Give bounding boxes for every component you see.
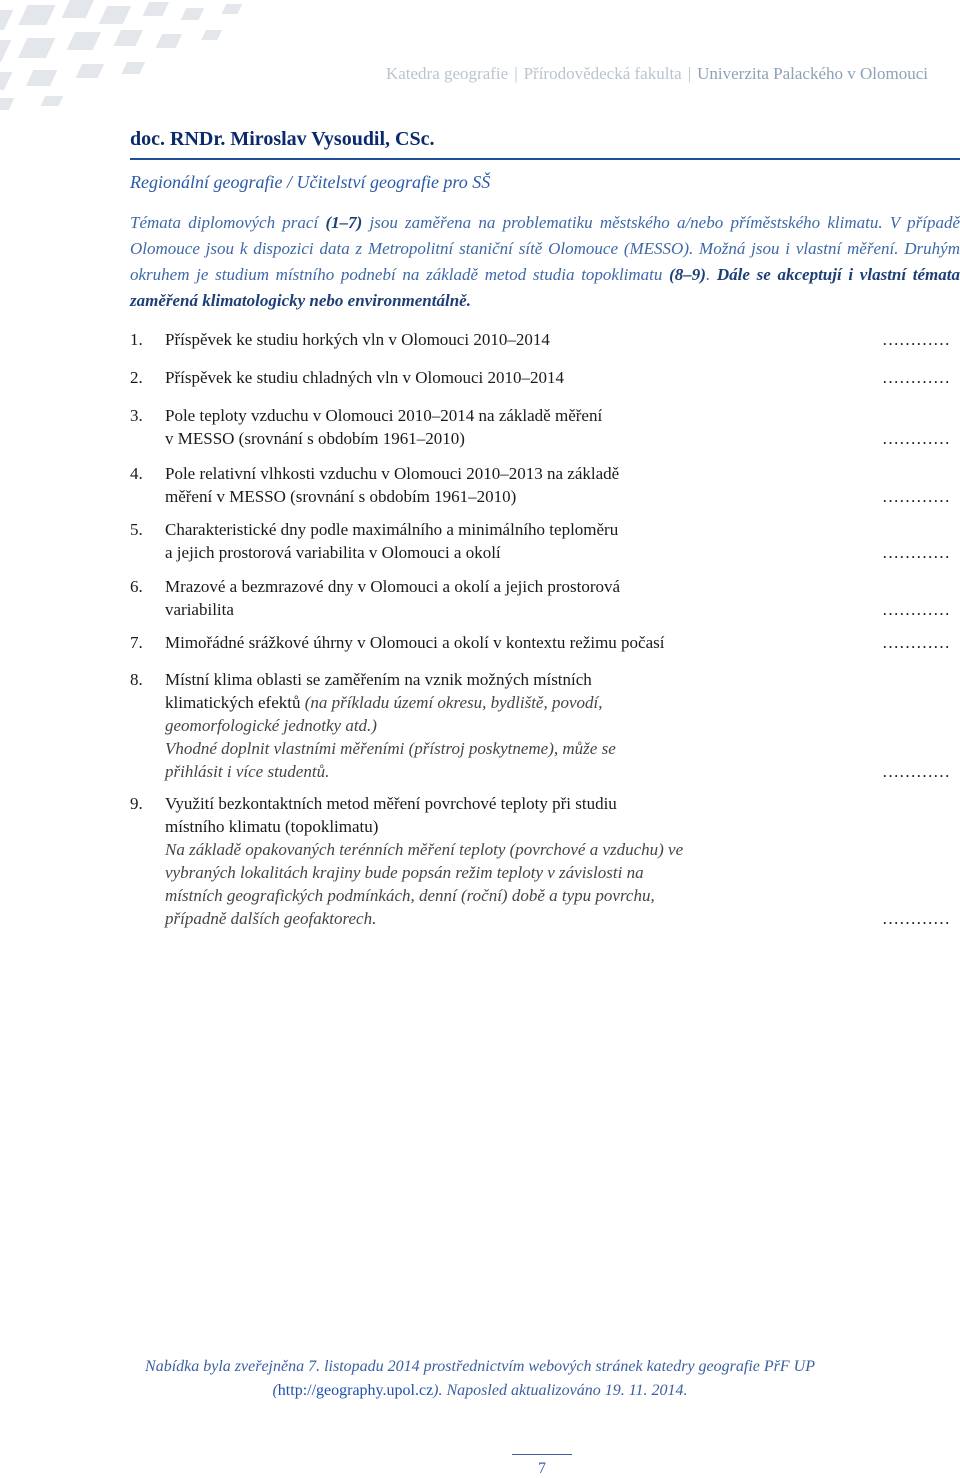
header-separator: | (514, 64, 518, 83)
topic-dots: ………… (882, 600, 950, 619)
topic-dots: ………… (882, 487, 950, 506)
footer-link[interactable]: http://geography.upol.cz (277, 1382, 434, 1399)
topic-number: 2. (130, 368, 143, 387)
topic-number: 4. (130, 464, 143, 483)
topic-title: Pole teploty vzduchu v Olomouci 2010–2014 na základě měření (165, 406, 603, 425)
topic-note: Vhodné doplnit vlastními měřeními (přístroj poskytneme), může se (165, 739, 616, 758)
topic-number: 3. (130, 406, 143, 425)
topic-number: 9. (130, 794, 143, 813)
topic-title-cont: klimatických efektů (165, 693, 301, 712)
header-logo-pattern (0, 0, 300, 120)
topic-title: Mrazové a bezmrazové dny v Olomouci a okolí a jejich prostorová (165, 577, 621, 596)
header-separator: | (687, 64, 692, 83)
topic-title: Příspěvek ke studiu horkých vln v Olomouci 2010–2014 (165, 330, 550, 349)
topic-number: 1. (130, 330, 143, 349)
topic-note: Na základě opakovaných terénních měření teploty (povrchové a vzduchu) ve (165, 840, 684, 859)
topic-number: 5. (130, 520, 143, 539)
intro-text-2: jsou zaměřena na problematiku městského a/nebo příměstského klimatu. V případě Olomouce jsou k dispozici data z Metropolitní staniční sítě Olomouce (MESSO). Možná jsou i vlastní měření. Druhým okruhem je studium místního podnebí na základě metod studia topoklimatu (130, 213, 960, 284)
topic-title: Pole relativní vlhkosti vzduchu v Olomouci 2010–2013 na základě (165, 464, 620, 483)
topic-dots: ………… (882, 330, 950, 349)
header-university: Univerzita Palackého v Olomouci (697, 64, 928, 83)
topic-number: 6. (130, 577, 143, 596)
page-number-rule (512, 1454, 572, 1455)
intro-paragraph (130, 210, 960, 314)
subject-title: Regionální geografie / Učitelství geografie pro SŠ (130, 172, 491, 192)
topic-title-cont: měření v MESSO (srovnání s obdobím 1961–2010) (165, 487, 517, 506)
topic-number: 8. (130, 670, 143, 689)
author-divider (130, 158, 960, 160)
topic-dots: ………… (882, 909, 950, 928)
footer-note (0, 1355, 960, 1403)
topic-title: Mimořádné srážkové úhrny v Olomouci a okolí v kontextu režimu počasí (165, 633, 665, 652)
topic-title-cont: variabilita (165, 600, 234, 619)
header-institution (386, 64, 928, 84)
topic-title-cont: v MESSO (srovnání s obdobím 1961–2010) (165, 429, 465, 448)
topic-title: Využití bezkontaktních metod měření povrchové teploty při studiu (165, 794, 617, 813)
intro-range-1: (1–7) (325, 213, 363, 232)
header-faculty: Přírodovědecká fakulta (523, 64, 682, 83)
header-dept: Katedra geografie (385, 64, 509, 83)
topic-number: 7. (130, 633, 143, 652)
topic-title: Příspěvek ke studiu chladných vln v Olomouci 2010–2014 (165, 368, 564, 387)
topic-dots: ………… (882, 429, 950, 448)
topic-note: vybraných lokalitách krajiny bude popsán režim teploty v závislosti na (165, 863, 644, 882)
topic-note: případně dalších geofaktorech. (165, 909, 377, 928)
topic-dots: ………… (882, 543, 950, 562)
topic-title: Charakteristické dny podle maximálního a minimálního teploměru (165, 520, 619, 539)
topic-title-cont: a jejich prostorová variabilita v Olomouci a okolí (165, 543, 501, 562)
intro-period: . (705, 265, 711, 284)
topic-note-inline: (na příkladu území okresu, bydliště, povodí, (304, 693, 603, 712)
topic-note: geomorfologické jednotky atd.) (165, 716, 377, 735)
topic-dots: ………… (882, 368, 950, 387)
page-number: 7 (538, 1460, 546, 1477)
topic-note: místních geografických podmínkách, denní (roční) době a typu povrchu, (165, 886, 655, 905)
topic-note: přihlásit i více studentů. (165, 762, 330, 781)
intro-emphasis: Dále se akceptují i vlastní témata zaměřená klimatologicky nebo environmentálně. (130, 265, 960, 310)
footer-line-2: ). Naposled aktualizováno 19. 11. 2014. (433, 1382, 688, 1399)
topic-title: Místní klima oblasti se zaměřením na vznik možných místních (165, 670, 592, 689)
intro-text-1: Témata diplomových prací (130, 213, 319, 232)
footer-paren: ( (272, 1382, 278, 1399)
topic-dots: ………… (882, 633, 950, 652)
footer-line-1: Nabídka byla zveřejněna 7. listopadu 2014 prostřednictvím webových stránek katedry geografie PřF UP (145, 1358, 815, 1375)
topic-title-cont: místního klimatu (topoklimatu) (165, 817, 379, 836)
intro-range-2: (8–9) (669, 265, 706, 284)
author-name: doc. RNDr. Miroslav Vysoudil, CSc. (130, 128, 435, 150)
topic-dots: ………… (882, 762, 950, 781)
